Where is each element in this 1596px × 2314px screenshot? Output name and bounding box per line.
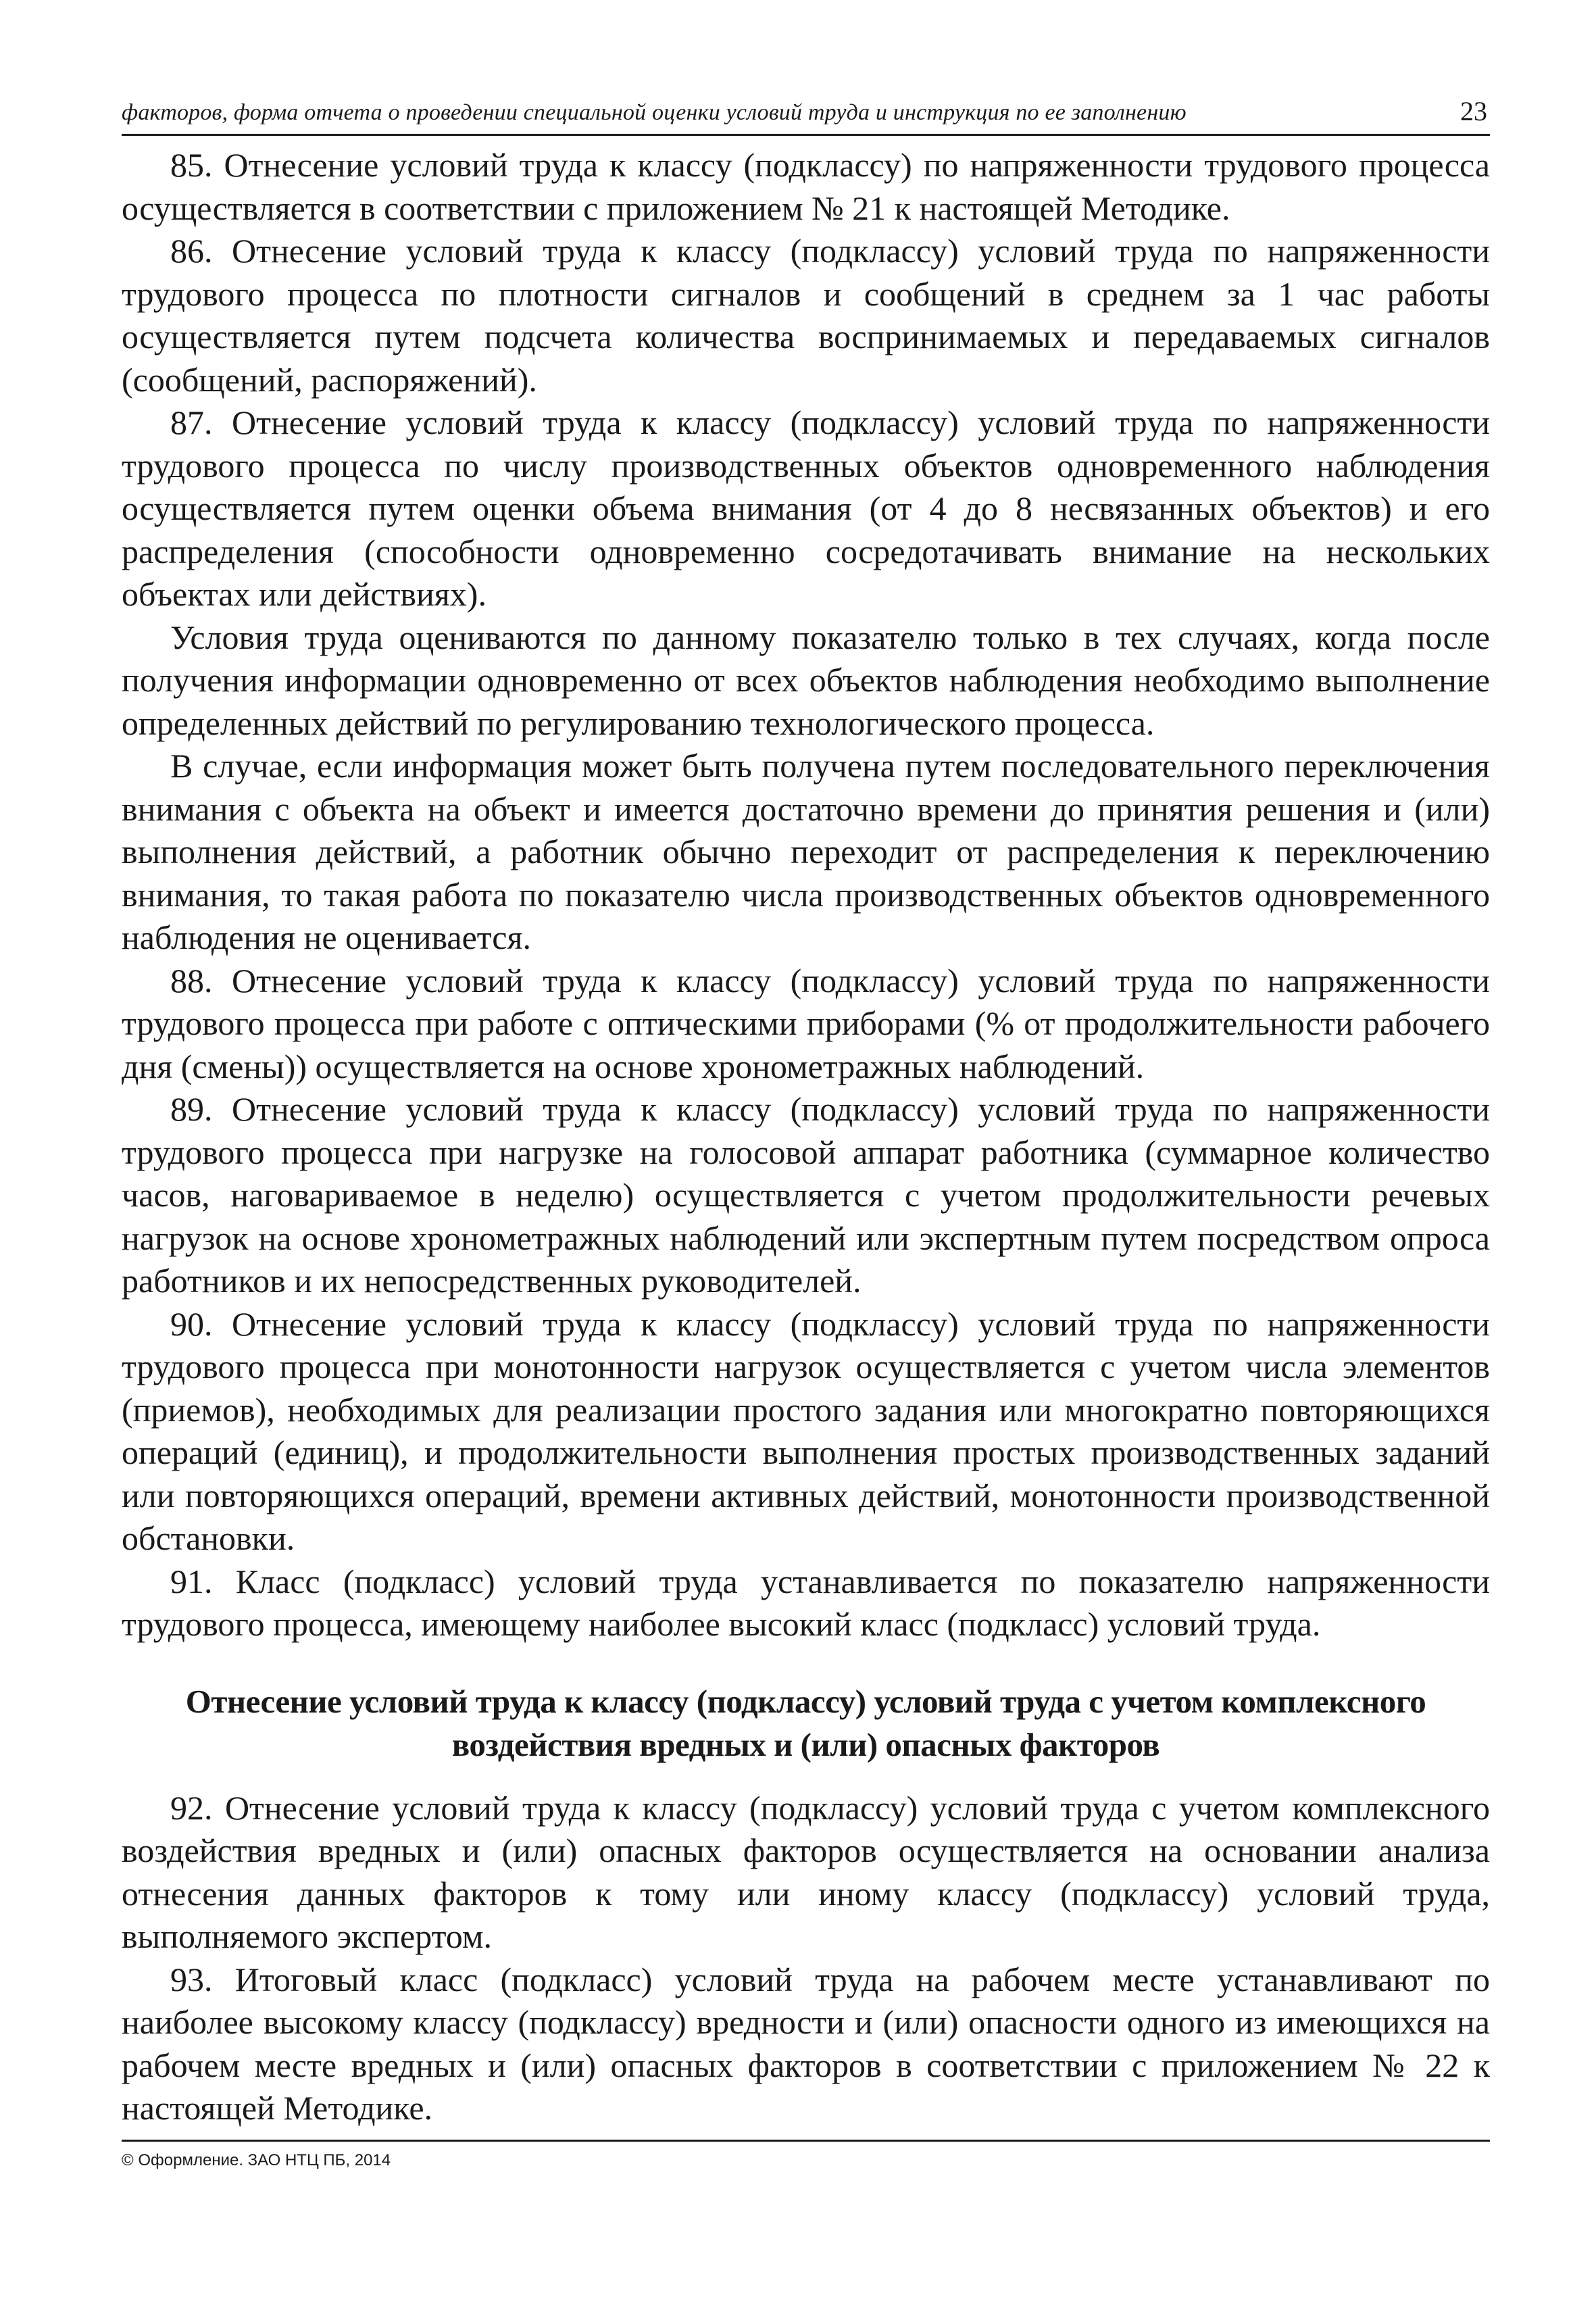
paragraph-87: 87. Отнесение условий труда к классу (подклассу) условий труда по напряженности трудового процесса по числу производственных объектов одновременного наблюдения осуществляется путем оценки объема внимания (от 4 до 8 несвязанных объектов) и его распределения (способности одновременно сосредотачивать внимание на нескольких объектах или действиях).	[122, 403, 1490, 613]
page-footer	[122, 2140, 1490, 2170]
section-heading: Отнесение условий труда к классу (подклассу) условий труда с учетом комплексного воздействия вредных и (или) опасных факторов	[185, 1682, 1426, 1763]
footer-copyright: © Оформление. ЗАО НТЦ ПБ, 2014	[122, 2151, 391, 2169]
body-text	[122, 144, 1490, 2130]
paragraph-91: 91. Класс (подкласс) условий труда устанавливается по показателю напряженности трудового процесса, имеющему наиболее высокий класс (подкласс) условий труда.	[122, 1562, 1490, 1643]
running-header-title: факторов, форма отчета о проведении специальной оценки условий труда и инструкция по ее заполнению	[122, 100, 1187, 125]
paragraph-87-conditions: Условия труда оцениваются по данному показателю только в тех случаях, когда после получения информации одновременно от всех объектов наблюдения необходимо выполнение определенных действий по регулированию технологического процесса.	[122, 618, 1490, 742]
paragraph-89: 89. Отнесение условий труда к классу (подклассу) условий труда по напряженности трудового процесса при нагрузке на голосовой аппарат работника (суммарное количество часов, наговариваемое в неделю) осуществляется с учетом продолжительности речевых нагрузок на основе хронометражных наблюдений или экспертным путем посредством опроса работников и их непосредственных руководителей.	[122, 1090, 1490, 1300]
paragraph-85: 85. Отнесение условий труда к классу (подклассу) по напряженности трудового процесса осуществляется в соответствии с приложением № 21 к настоящей Методике.	[122, 146, 1490, 227]
paragraph-93: 93. Итоговый класс (подкласс) условий труда на рабочем месте устанавливают по наиболее высокому классу (подклассу) вредности и (или) опасности одного из имеющихся на рабочем месте вредных и (или) опасных факторов в соответствии с приложением № 22 к настоящей Методике.	[122, 1960, 1490, 2127]
paragraph-86: 86. Отнесение условий труда к классу (подклассу) условий труда по напряженности трудового процесса по плотности сигналов и сообщений в среднем за 1 час работы осуществляется путем подсчета количества воспринимаемых и передаваемых сигналов (сообщений, распоряжений).	[122, 232, 1490, 399]
page-number: 23	[1460, 96, 1487, 126]
paragraph-92: 92. Отнесение условий труда к классу (подклассу) условий труда с учетом комплексного воздействия вредных и (или) опасных факторов осуществляется на основании анализа отнесения данных факторов к тому или иному классу (подклассу) условий труда, выполняемого экспертом.	[122, 1788, 1490, 1955]
running-header	[122, 93, 1490, 136]
paragraph-88: 88. Отнесение условий труда к классу (подклассу) условий труда по напряженности трудового процесса при работе с оптическими приборами (% от продолжительности рабочего дня (смены)) осуществляется на основе хронометражных наблюдений.	[122, 961, 1490, 1085]
paragraph-90: 90. Отнесение условий труда к классу (подклассу) условий труда по напряженности трудового процесса при монотонности нагрузок осуществляется с учетом числа элементов (приемов), необходимых для реализации простого задания или многократно повторяющихся операций (единиц), и продолжительности выполнения простых производственных заданий или повторяющихся операций, времени активных действий, монотонности производственной обстановки.	[122, 1304, 1490, 1557]
paragraph-87-exception: В случае, если информация может быть получена путем последовательного переключения внимания с объекта на объект и имеется достаточно времени до принятия решения и (или) выполнения действий, а работник обычно переходит от распределения к переключению внимания, то такая работа по показателю числа производственных объектов одновременного наблюдения не оценивается.	[122, 747, 1490, 956]
